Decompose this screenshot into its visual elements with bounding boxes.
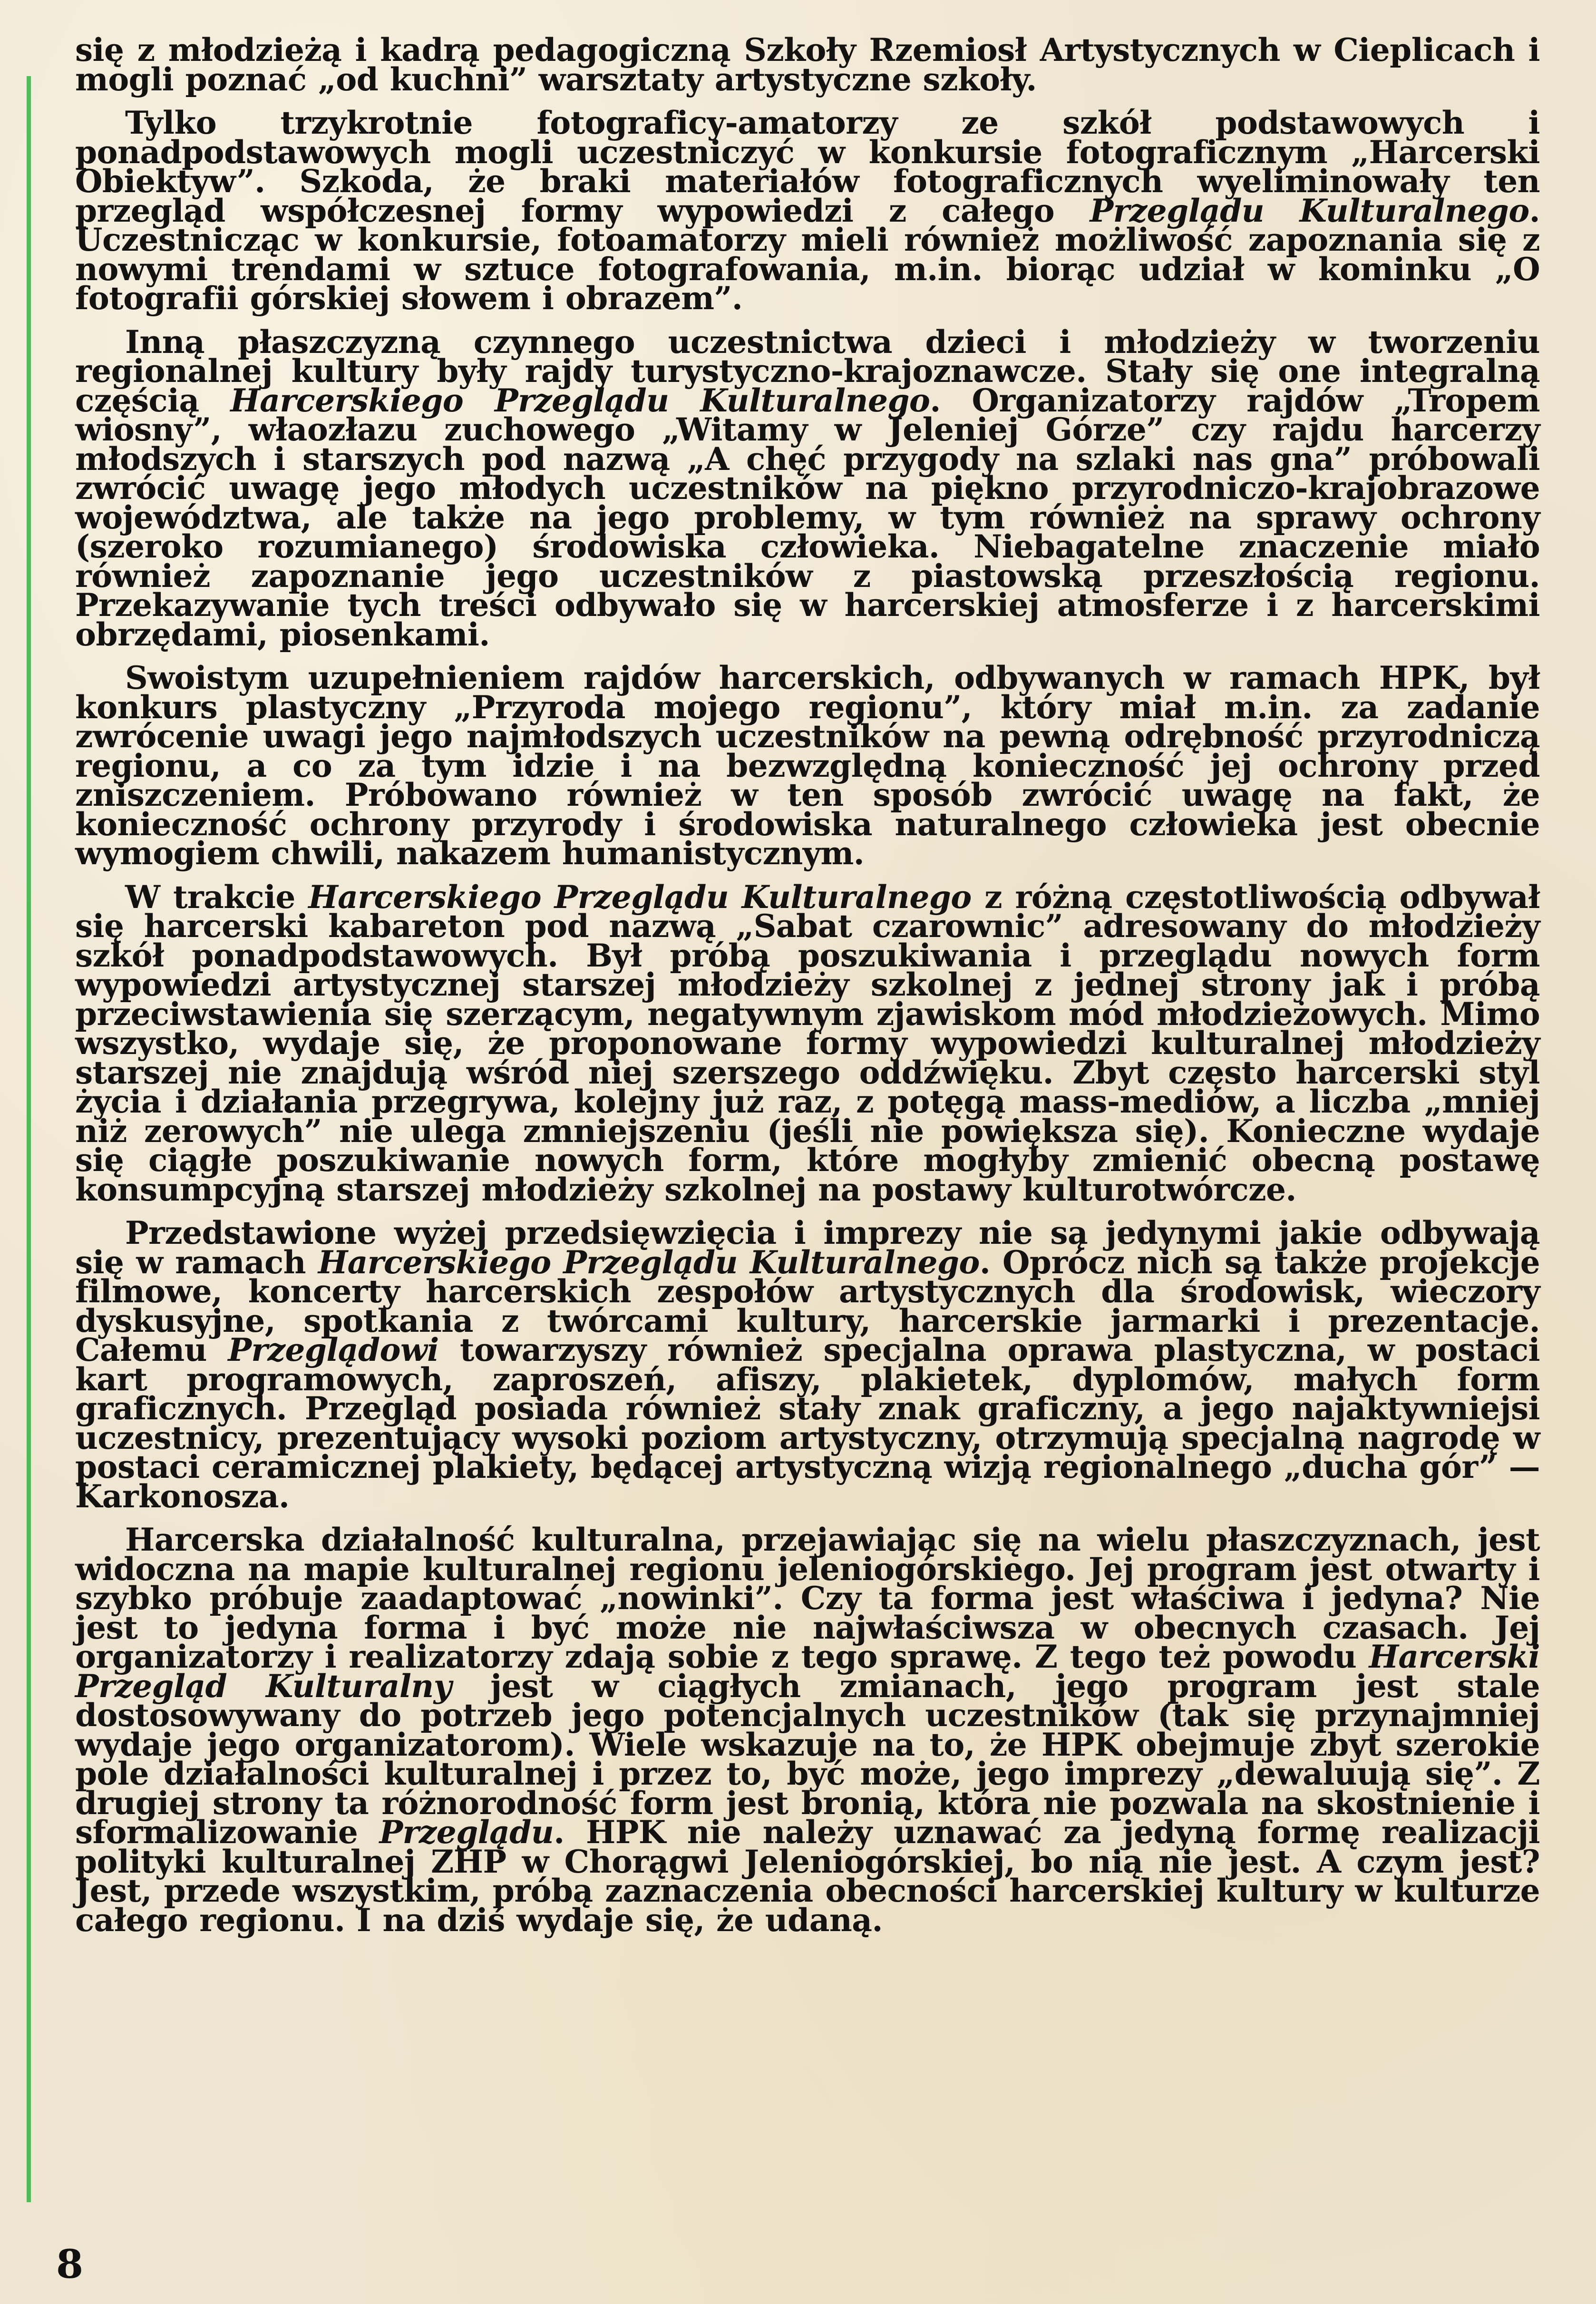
text-run: Tylko trzykrotnie fotograficy-amatorzy ze szkół podstawowych i ponadpodstawowych mogli uczestniczyć w konkursie fotograficznym „Harcerski Obiektyw”. Szkoda, że braki materiałów fotograficznych wyeliminowały ten przegląd współczesnej formy wypowiedzi z całego xyxy=(75,104,1540,229)
text-run: się z młodzieżą i kadrą pedagogiczną Szkoły Rzemiosł Artystycznych w Cieplicach i mogli poznać „od kuchni” warsztaty artystyczne szkoły. xyxy=(75,31,1540,98)
text-run: . Organizatorzy rajdów „Tropem wiosny”, właozłazu zuchowego „Witamy w Jeleniej Górze” czy rajdu harcerzy młodszych i starszych pod nazwą „A chęć przygody na szlaki nas gna” próbowali zwrócić uwagę jego młodych uczestników na piękno przyrodniczo-krajobrazowe województwa, ale także na jego problemy, w tym również na sprawy ochrony (szeroko rozumianego) środowiska człowieka. Niebagatelne znaczenie miało również zapoznanie jego uczestników z piastowską przeszłością regionu. Przekazywanie tych treści odbywało się w harcerskiej atmosferze i z harcerskimi obrzędami, piosenkami. xyxy=(75,381,1540,653)
text-run: . Oprócz nich są także projekcje filmowe, koncerty harcerskich zespołów artystycznych dla środowisk, wieczory dyskusyjne, spotkania z twórcami kultury, harcerskie jarmarki i prezentacje. Całemu xyxy=(75,1243,1540,1368)
text-run: I na dziś wydaje się, że udaną. xyxy=(345,1901,883,1939)
text-run: . Uczestnicząc w konkursie, fotoamatorzy mieli również możliwość zapoznania się z nowymi trendami w sztuce fotografowania, m.in. biorąc udział w kominku „O fotografii górskiej słowem i obrazem”. xyxy=(75,192,1540,317)
paragraph xyxy=(75,323,1540,653)
text-run: Harcerska działalność kulturalna, przejawiając się na wielu płaszczyznach, jest widoczna na mapie kulturalnej regionu jeleniogórskiego. Jej program jest otwarty i szybko próbuje zaadaptować „nowinki”. Czy ta forma jest właściwa i jedyna? Nie jest to jedyna forma i być może nie najwłaściwsza w obecnych czasach. Jej organizatorzy i realizatorzy zdają sobie z tego sprawę. Z tego też powodu xyxy=(75,1521,1540,1675)
text-run: z różną częstotliwością odbywał się harcerski kabareton pod nazwą „Sabat czarownic” adresowany do młodzieży szkół ponadpodstawowych. Był próbą poszukiwania i przeglądu nowych form wypowiedzi artystycznej starszej młodzieży szkolnej z jednej strony jak i próbą przeciwstawienia się szerzącym, negatywnym zjawiskom mód młodzieżowych. Mimo wszystko, wydaje się, że proponowane formy wypowiedzi kulturalnej młodzieży starszej nie znajdują wśród niej szerszego oddźwięku. Zbyt często harcerski styl życia i działania przegrywa, kolejny już raz, z potęgą mass-mediów, a liczba „mniej niż zerowych” nie ulega zmniejszeniu (jeśli nie powiększa się). Konieczne wydaje się ciągłe poszukiwanie nowych form, które mogłyby zmienić obecną postawę konsumpcyjną starszej młodzieży szkolnej na postawy kulturotwórcze. xyxy=(75,878,1540,1208)
paragraph xyxy=(75,31,1540,98)
article-body xyxy=(75,31,1540,1949)
italic-title: Harcerskiego Przeglądu Kulturalnego xyxy=(308,878,972,916)
text-run: . HPK nie należy uznawać za jedyną formę realizacji polityki kulturalnej ZHP w Chorągwi Jeleniogórskiej, bo nią nie jest. A czym jest? Jest, przede wszystkim, xyxy=(75,1814,1540,1909)
paragraph xyxy=(75,659,1540,872)
italic-title: Przeglądowi xyxy=(228,1331,439,1368)
page-number: 8 xyxy=(56,2242,84,2287)
margin-rule xyxy=(27,76,31,2202)
italic-title: Harcerskiego Przeglądu Kulturalnego xyxy=(318,1243,980,1281)
paragraph xyxy=(75,1214,1540,1515)
text-run: towarzyszy również specjalna oprawa plastyczna, w postaci kart programowych, zaproszeń, afiszy, plakietek, dyplomów, małych form graficznych. Przegląd posiada również stały znak graficzny, a jego najaktywniejsi uczestnicy, prezentujący wysoki poziom artystyczny, otrzymują specjalną nagrodę w postaci ceramicznej plakiety, będącej artystyczną wizją regionalnego „ducha gór” — Karkonosza. xyxy=(75,1331,1540,1515)
paragraph xyxy=(75,878,1540,1208)
text-run: Inną płaszczyzną czynnego uczestnictwa dzieci i młodzieży w tworzeniu regionalnej kultury były rajdy turystyczno-krajoznawcze. Stały się one integralną częścią xyxy=(75,323,1540,419)
italic-title: Harcerski Przegląd Kulturalny xyxy=(75,1638,1540,1705)
bold-emphasis: próbą zaznaczenia obecności harcerskiej kultury w kulturze całego regionu. xyxy=(75,1872,1540,1939)
text-run: Swoistym uzupełnieniem rajdów harcerskich, odbywanych w ramach HPK, był konkurs plastyczny „Przyroda mojego regionu”, który miał m.in. za zadanie zwrócenie uwagi jego najmłodszych uczestników na pewną odrębność przyrodniczą regionu, a co za tym idzie i na bezwzględną konieczność jej ochrony przed zniszczeniem. Próbowano również w ten sposób zwrócić uwagę na fakt, że konieczność ochrony przyrody i środowiska naturalnego człowieka jest obecnie wymogiem chwili, nakazem humanistycznym. xyxy=(75,659,1540,872)
italic-title: Przeglądu xyxy=(379,1814,554,1851)
text-run: jest w ciągłych zmianach, jego program jest stale dostosowywany do potrzeb jego potencjalnych uczestników (tak się przynajmniej wydaje jego organizatorom). Wiele wskazuje na to, że HPK obejmuje zbyt szerokie pole działalności kulturalnej i przez to, być może, jego imprezy „dewaluują się”. Z drugiej strony ta różnorodność form jest bronią, która nie pozwala na skostnienie i sformalizowanie xyxy=(75,1667,1540,1851)
italic-title: Harcerskiego Przeglądu Kulturalnego xyxy=(230,381,930,419)
text-run: Przedstawione wyżej przedsięwzięcia i imprezy nie są jedynymi jakie odbywają się w ramach xyxy=(75,1214,1540,1281)
italic-title: Przeglądu Kulturalnego xyxy=(1090,192,1529,229)
paragraph xyxy=(75,104,1540,317)
paragraph xyxy=(75,1521,1540,1939)
text-run: W trakcie xyxy=(125,878,309,916)
